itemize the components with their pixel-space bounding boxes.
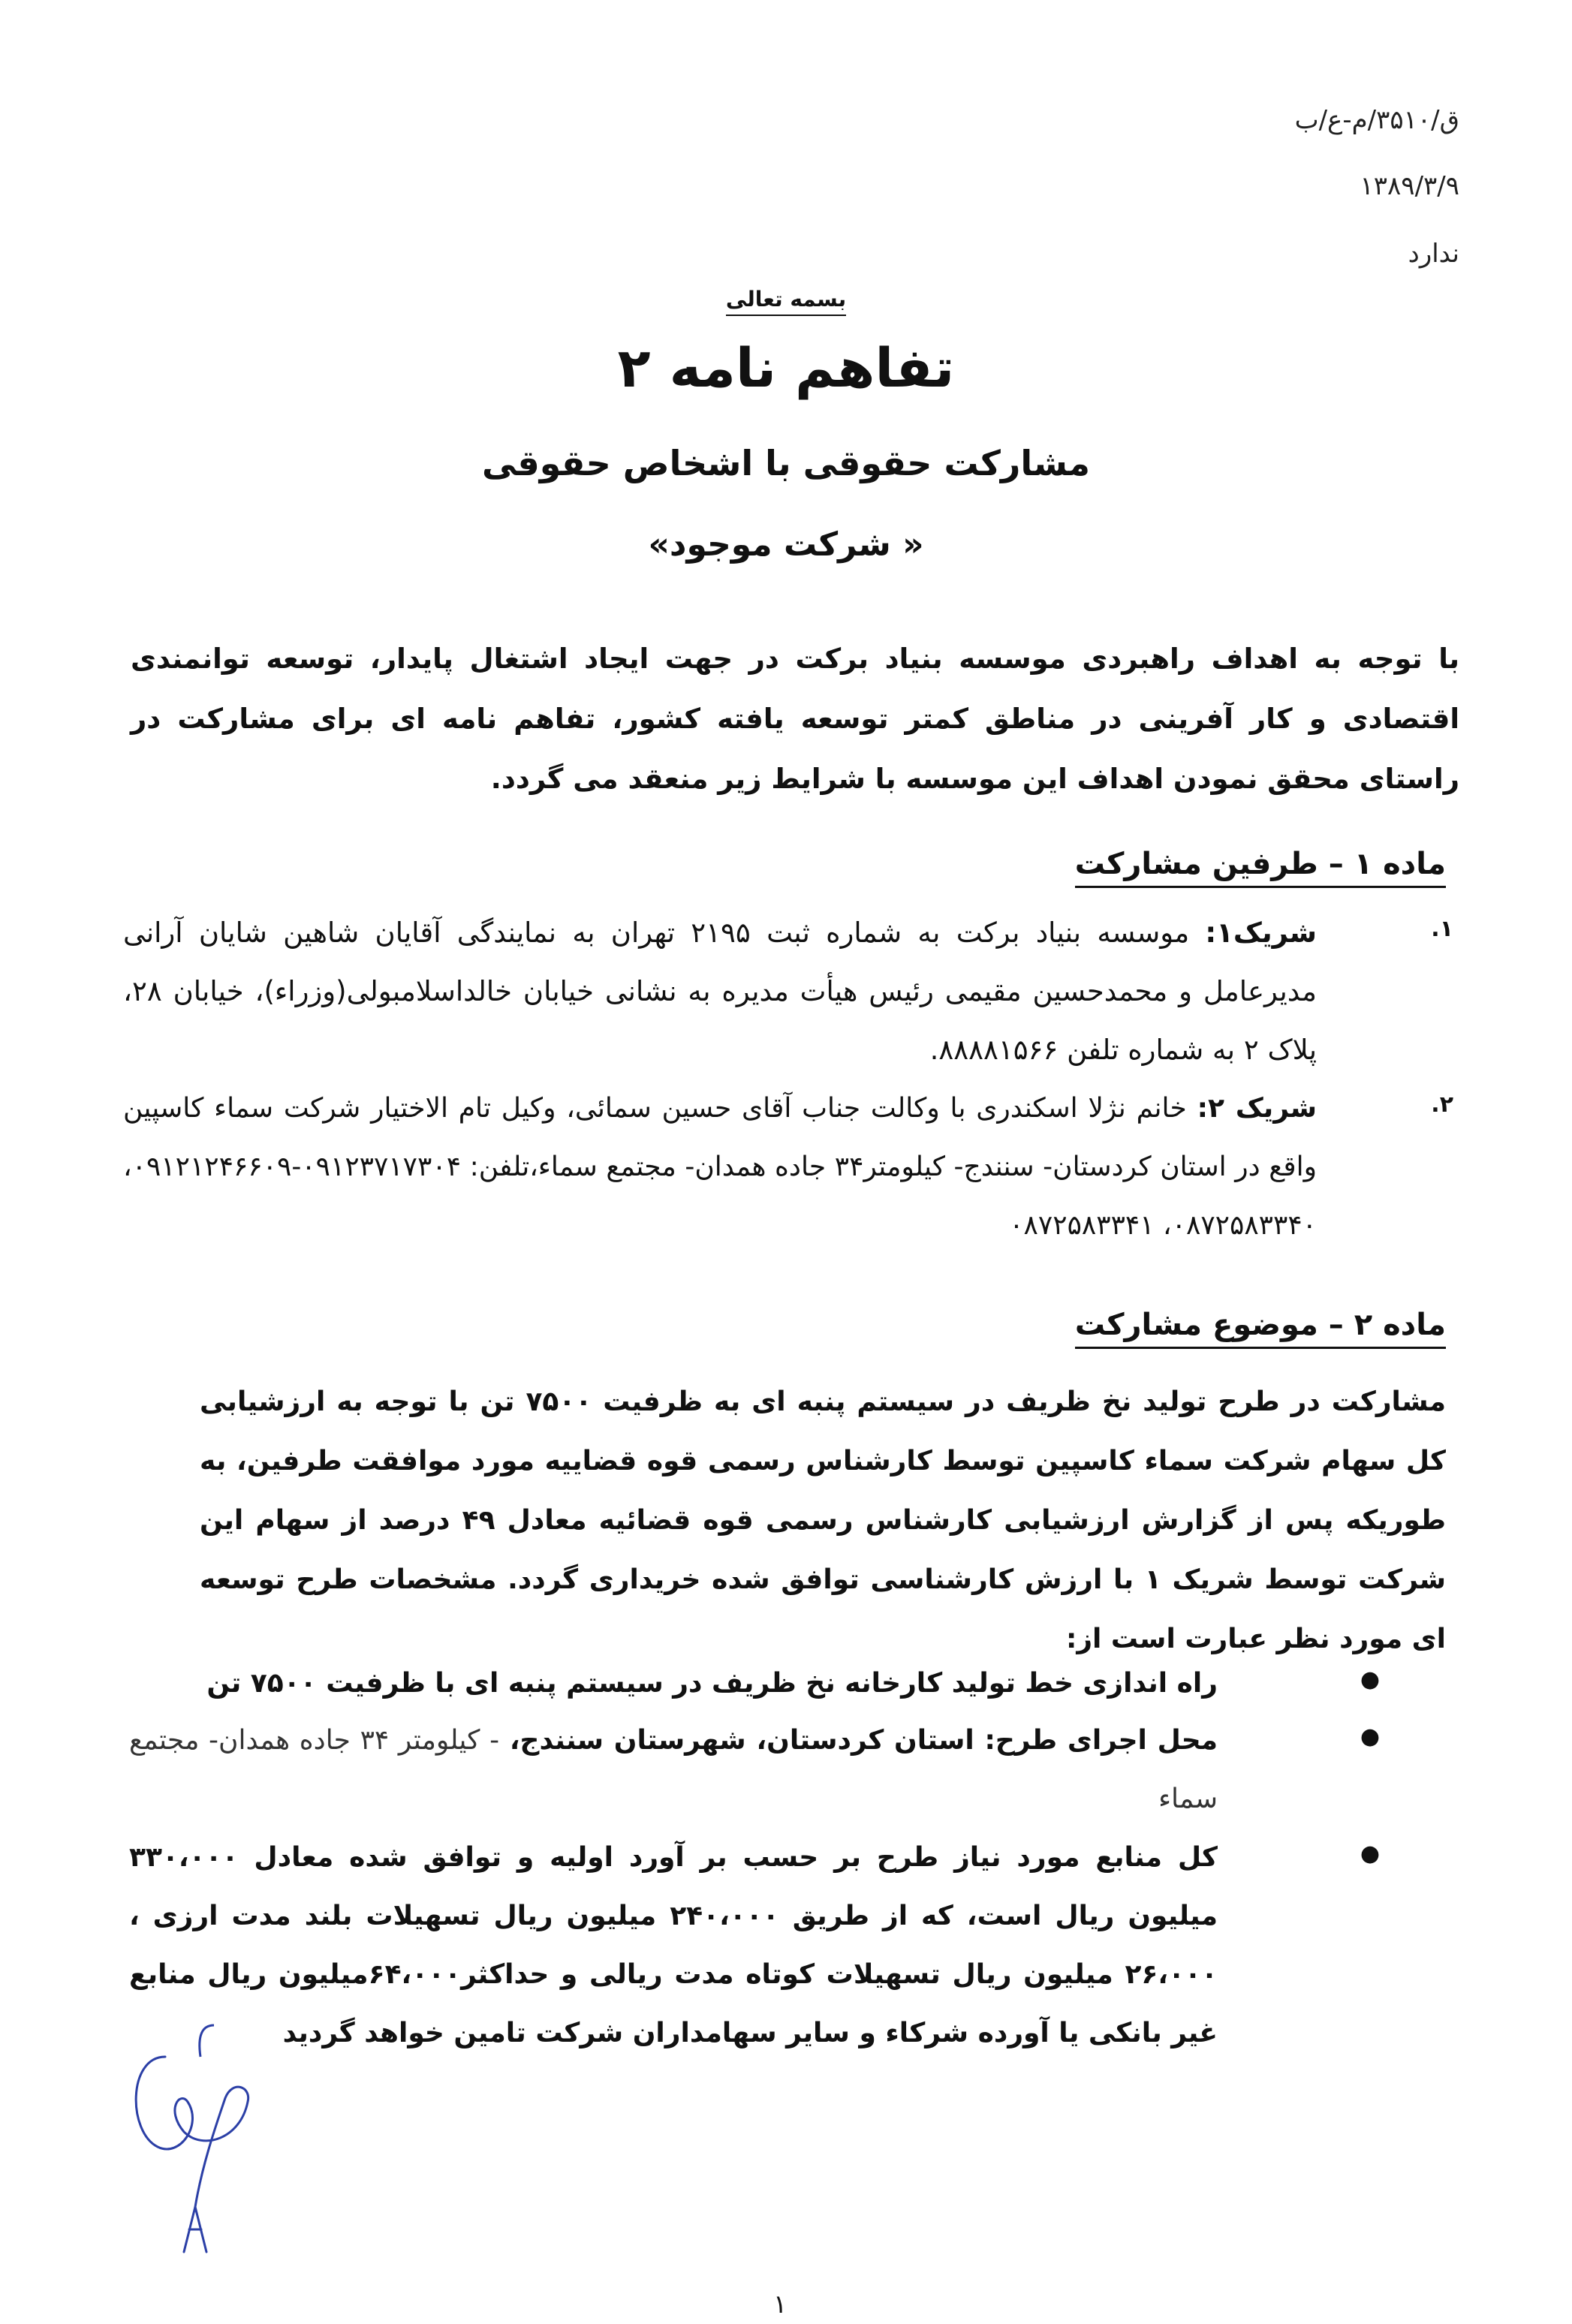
signature [113,2027,278,2267]
partner-1-number: ۱. [1431,916,1453,942]
article-2-heading: ماده ۲ – موضوع مشارکت [1075,1308,1446,1349]
bismillah-text: بسمه تعالی [726,287,846,316]
page-number: ۱ [773,2289,788,2319]
partner-1-label: شریک۱: [1205,917,1317,949]
attachment-note: ندارد [1408,239,1459,269]
bullet-item-location [129,1711,1218,1829]
partner-2-label: شریک ۲: [1197,1093,1317,1124]
article-2-paragraph: مشارکت در طرح تولید نخ ظریف در سیستم پنبه ای به ظرفیت ۷۵۰۰ تن با توجه به ارزشیابی کل سهام شرکت سماء کاسپین توسط کارشناس رسمی قوه قضاییه مورد موافقت طرفین، به طوریکه پس از گزارش ارزشیابی کارشناس رسمی قوه قضائیه معادل ۴۹ درصد از سهام این شرکت توسط شریک ۱ با ارزش کارشناسی توافق شده خریداری گردد. مشخصات طرح توسعه ای مورد نظر عبارت است از: [200,1386,1447,1654]
partner-2-details: خانم نژلا اسکندری با وکالت جناب آقای حسین سمائی، وکیل تام الاختیار شرکت سماء کاسپین واقع در استان کردستان- سنندج- کیلومتر۳۴ جاده همدان- مجتمع سماء،تلفن: ۰۹۱۲۳۷۱۷۳۰۴-۰۹۱۲۱۲۴۶۶۰۹، ۰۸۷۲۵۸۳۳۴۰، ۰۸۷۲۵۸۳۳۴۱ [123,1093,1317,1241]
page-title: تفاهم نامه ۲ [617,336,955,399]
bullet-icon: ● [1360,1666,1380,1693]
page-subtitle-2: « شرکت موجود» [648,525,924,564]
location-label: محل اجرای طرح: استان کردستان، شهرستان سنندج، [509,1725,1218,1756]
reference-number: ق/۳۵۱۰/م-ع/ب [1294,105,1459,135]
bullet-item-funding: کل منابع مورد نیاز طرح بر حسب بر آورد اولیه و توافق شده معادل ۳۳۰،۰۰۰ میلیون ریال است، که از طریق ۲۴۰،۰۰۰ میلیون ریال تسهیلات بلند مدت ارزی ، ۲۶،۰۰۰ میلیون ریال تسهیلات کوتاه مدت ریالی و حداکثر۶۴،۰۰۰میلیون ریال منابع غیر بانکی یا آورده شرکاء و سایر سهامداران شرکت تامین خواهد گردید [129,1842,1218,2049]
bullet-icon: ● [1360,1723,1380,1750]
document-date: ۱۳۸۹/۳/۹ [1360,171,1459,201]
partner-1-details: موسسه بنیاد برکت به شماره ثبت ۲۱۹۵ تهران به نمایندگی آقایان شاهین شایان آرانی مدیرعامل و محمدحسین مقیمی رئیس هیأت مدیره به نشانی خیابان خالداسلامبولی(وزراء)، خیابان ۲۸، پلاک ۲ به شماره تلفن ۸۸۸۸۱۵۶۶. [123,917,1317,1066]
article-1-heading: ماده ۱ – طرفین مشارکت [1075,847,1446,888]
location-detail: - کیلومتر ۳۴ جاده همدان- مجتمع سماء [129,1725,1218,1814]
partner-2-text [123,1079,1317,1255]
intro-paragraph: با توجه به اهداف راهبردی موسسه بنیاد برکت در جهت ایجاد اشتغال پایدار، توسعه توانمندی اقتصادی و کار آفرینی در مناطق کمتر توسعه یافته کشور، تفاهم نامه ای برای مشارکت در راستای محقق نمودن اهداف این موسسه با شرایط زیر منعقد می گردد. [131,643,1459,795]
bismillah [0,287,1572,312]
partner-1-text [123,904,1317,1079]
bullet-item-capacity: راه اندازی خط تولید کارخانه نخ ظریف در سیستم پنبه ای با ظرفیت ۷۵۰۰ تن [206,1668,1218,1699]
page-subtitle: مشارکت حقوقی با اشخاص حقوقی [482,443,1090,483]
bullet-icon: ● [1360,1841,1380,1867]
partner-2-number: ۲. [1431,1091,1453,1118]
